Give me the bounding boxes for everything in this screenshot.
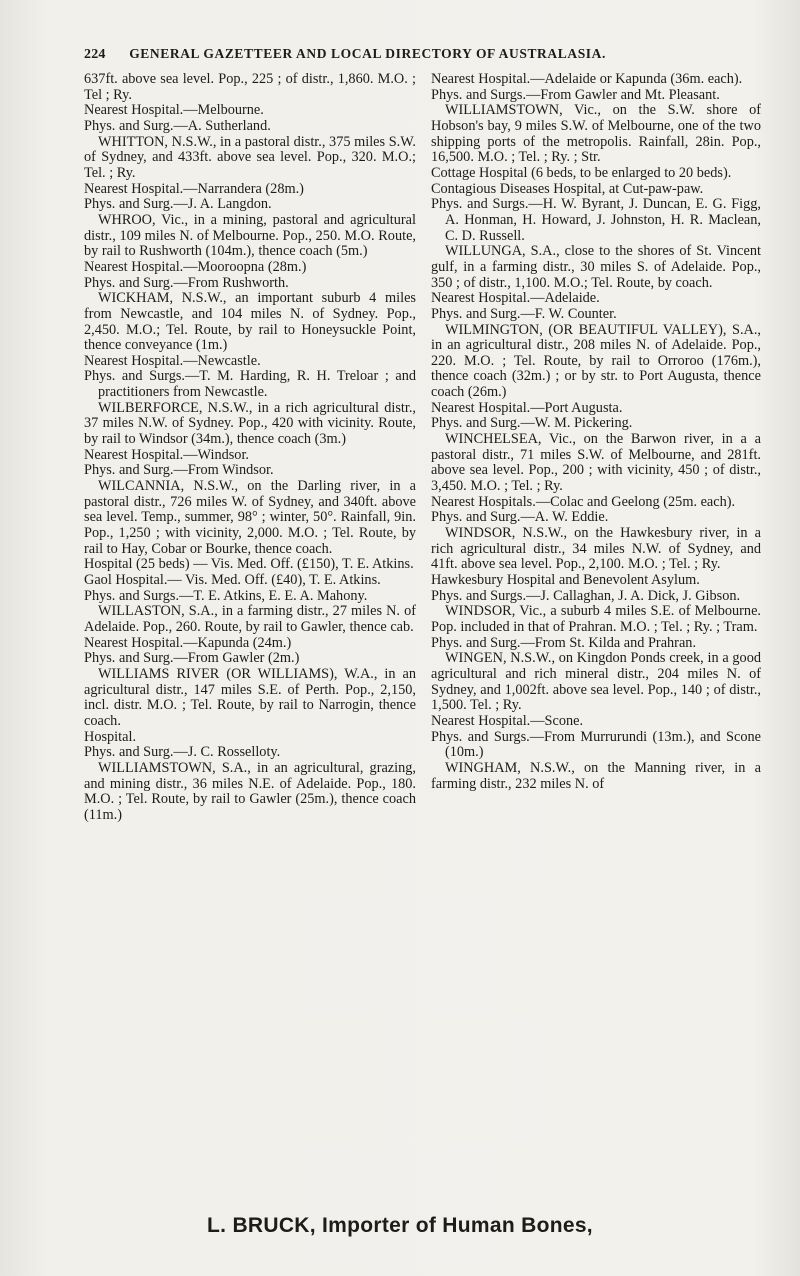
entry-paragraph: Nearest Hospital.—Adelaide or Kapunda (36m. each). bbox=[431, 72, 743, 87]
page-number: 224 bbox=[84, 47, 106, 62]
entry-paragraph: Phys. and Surg.—From St. Kilda and Prahran. bbox=[431, 634, 697, 651]
entry-paragraph: WINCHELSEA, Vic., on the Barwon river, in a a pastoral distr., 71 miles S.W. of Melbourne, and 281ft. above sea level. Pop., 200 ; with vicinity, 450 ; of distr., 3,450. M.O. ; Tel. ; Ry. bbox=[431, 431, 761, 495]
entry-paragraph: Phys. and Surg.—A. Sutherland. bbox=[84, 117, 271, 134]
entry-paragraph: Phys. and Surgs.—H. W. Byrant, J. Duncan, E. G. Figg, A. Honman, H. Howard, J. Johnston, H. R. Maclean, C. D. Russell. bbox=[431, 196, 761, 244]
entry-paragraph: Nearest Hospital.—Port Augusta. bbox=[431, 399, 623, 416]
advertisement-footer: L. BRUCK, Importer of Human Bones, bbox=[207, 1214, 593, 1237]
entry-paragraph: Phys. and Surg.—A. W. Eddie. bbox=[431, 509, 609, 526]
entry-paragraph: Phys. and Surgs.—T. M. Harding, R. H. Treloar ; and practitioners from Newcastle. bbox=[84, 368, 416, 401]
entry-paragraph: Nearest Hospital.—Scone. bbox=[431, 712, 584, 729]
entry-paragraph: Nearest Hospital.—Melbourne. bbox=[84, 102, 264, 119]
entry-paragraph: Cottage Hospital (6 beds, to be enlarged to 20 beds). bbox=[431, 164, 732, 181]
entry-paragraph: Phys. and Surg.—From Windsor. bbox=[84, 462, 274, 479]
entry-paragraph: Hospital. bbox=[84, 728, 137, 745]
entry-paragraph: Phys. and Surgs.—From Gawler and Mt. Pleasant. bbox=[431, 86, 720, 103]
entry-paragraph: Nearest Hospital.—Newcastle. bbox=[84, 352, 261, 369]
entry-paragraph: Phys. and Surgs.—J. Callaghan, J. A. Dick, J. Gibson. bbox=[431, 587, 741, 604]
entry-paragraph: Phys. and Surgs.—T. E. Atkins, E. E. A. Mahony. bbox=[84, 587, 368, 604]
right-column bbox=[431, 72, 761, 1200]
entry-paragraph: Gaol Hospital.— Vis. Med. Off. (£40), T. E. Atkins. bbox=[84, 572, 381, 588]
entry-paragraph: WINGEN, N.S.W., on Kingdon Ponds creek, in a good agricultural and rich mineral distr., 204 miles N. of Sydney, and 1,002ft. above sea level. Pop., 140 ; of distr., 1,500. Tel. ; Ry. bbox=[431, 650, 761, 714]
running-header bbox=[84, 46, 784, 63]
entry-paragraph: WILCANNIA, N.S.W., on the Darling river, in a pastoral distr., 726 miles W. of Sydney, and 340ft. above sea level. Temp., summer, 98° ; winter, 50°. Rainfall, 9in. Pop., 1,250 ; with vicinity, 2,000. M.O. ; Tel. Route, by rail to Hay, Cobar or Bourke, thence coach. bbox=[84, 478, 416, 557]
entry-paragraph: WHITTON, N.S.W., in a pastoral distr., 375 miles S.W. of Sydney, and 433ft. above sea level. Pop., 320. M.O.; Tel. ; Ry. bbox=[84, 133, 416, 181]
entry-paragraph: Hawkesbury Hospital and Benevolent Asylum. bbox=[431, 572, 700, 588]
entry-paragraph: Nearest Hospital.—Narrandera (28m.) bbox=[84, 180, 304, 197]
entry-paragraph: Nearest Hospitals.—Colac and Geelong (25m. each). bbox=[431, 493, 736, 510]
entry-paragraph: WICKHAM, N.S.W., an important suburb 4 miles from Newcastle, and 104 miles N. of Sydney. Pop., 2,450. M.O.; Tel. Route, by rail to Honeysuckle Point, thence conveyance (1m.) bbox=[84, 290, 416, 354]
entry-paragraph: WILLIAMSTOWN, S.A., in an agricultural, grazing, and mining distr., 36 miles N.E. of Adelaide. Pop., 180. M.O. ; Tel. Route, by rail to Gawler (25m.), thence coach (11m.) bbox=[84, 759, 416, 823]
entry-paragraph: Nearest Hospital.—Windsor. bbox=[84, 446, 250, 463]
entry-paragraph: WHROO, Vic., in a mining, pastoral and agricultural distr., 109 miles N. of Melbourne. Pop., 250. M.O. Route, by rail to Rushworth (104m.), thence coach (5m.) bbox=[84, 211, 416, 260]
entry-paragraph: WILLIAMSTOWN, Vic., on the S.W. shore of Hobson's bay, 9 miles S.W. of Melbourne, one of the two shipping ports of the metropolis. Rainfall, 28in. Pop., 16,500. M.O. ; Tel. ; Ry. ; Str. bbox=[431, 102, 761, 166]
entry-paragraph: WILLIAMS RIVER (OR WILLIAMS), W.A., in an agricultural distr., 147 miles S.E. of Perth. Pop., 2,150, incl. distr. M.O. ; Tel. Route, by rail to Narrogin, thence coach. bbox=[84, 665, 416, 729]
entry-paragraph: Phys. and Surg.—From Rushworth. bbox=[84, 274, 289, 291]
entry-paragraph: WILLASTON, S.A., in a farming distr., 27 miles N. of Adelaide. Pop., 260. Route, by rail to Gawler, thence cab. bbox=[84, 603, 416, 635]
entry-paragraph: WINDSOR, Vic., a suburb 4 miles S.E. of Melbourne. Pop. included in that of Prahran. M.O. ; Tel. ; Ry. ; Tram. bbox=[431, 603, 761, 635]
entry-paragraph: Phys. and Surg.—W. M. Pickering. bbox=[431, 415, 633, 432]
entry-paragraph: WILLUNGA, S.A., close to the shores of St. Vincent gulf, in a farming distr., 30 miles S. of Adelaide. Pop., 350 ; of distr., 1,100. M.O.; Tel. Route, by coach. bbox=[431, 243, 761, 291]
entry-paragraph: Contagious Diseases Hospital, at Cut-paw-paw. bbox=[431, 180, 704, 197]
entry-paragraph: Phys. and Surg.—F. W. Counter. bbox=[431, 305, 617, 322]
entry-paragraph: Phys. and Surgs.—From Murrurundi (13m.), and Scone (10m.) bbox=[431, 728, 761, 761]
entry-paragraph: WINDSOR, N.S.W., on the Hawkesbury river, in a rich agricultural distr., 34 miles N.W. of Sydney, and 41ft. above sea level. Pop., 2,100. M.O. ; Tel. ; Ry. bbox=[431, 525, 761, 573]
entry-paragraph: WINGHAM, N.S.W., on the Manning river, in a farming distr., 232 miles N. of bbox=[431, 759, 761, 792]
entry-paragraph: WILMINGTON, (OR BEAUTIFUL VALLEY), S.A., in an agricultural distr., 208 miles N. of Adelaide. Pop., 220. M.O. ; Tel. Route, by rail to Orroroo (176m.), thence coach (32m.) ; or by str. to Port Augusta, thence coach (26m.) bbox=[431, 321, 761, 401]
entry-paragraph: Phys. and Surg.—From Gawler (2m.) bbox=[84, 650, 300, 667]
entry-paragraph: Phys. and Surg.—J. C. Rosselloty. bbox=[84, 744, 281, 761]
entry-paragraph: Hospital (25 beds) — Vis. Med. Off. (£150), T. E. Atkins. bbox=[84, 556, 414, 573]
page-title: GENERAL GAZETTEER AND LOCAL DIRECTORY OF AUSTRALASIA. bbox=[129, 46, 606, 61]
entry-paragraph: WILBERFORCE, N.S.W., in a rich agricultural distr., 37 miles N.W. of Sydney. Pop., 420 with vicinity. Route, by rail to Windsor (34m.), thence coach (3m.) bbox=[84, 399, 416, 448]
entry-paragraph: Phys. and Surg.—J. A. Langdon. bbox=[84, 196, 272, 213]
entry-paragraph: Nearest Hospital.—Mooroopna (28m.) bbox=[84, 258, 307, 275]
entry-paragraph: 637ft. above sea level. Pop., 225 ; of distr., 1,860. M.O. ; Tel ; Ry. bbox=[84, 72, 416, 103]
entry-paragraph: Nearest Hospital.—Adelaide. bbox=[431, 290, 600, 307]
entry-paragraph: Nearest Hospital.—Kapunda (24m.) bbox=[84, 634, 292, 651]
left-column bbox=[84, 72, 416, 1200]
